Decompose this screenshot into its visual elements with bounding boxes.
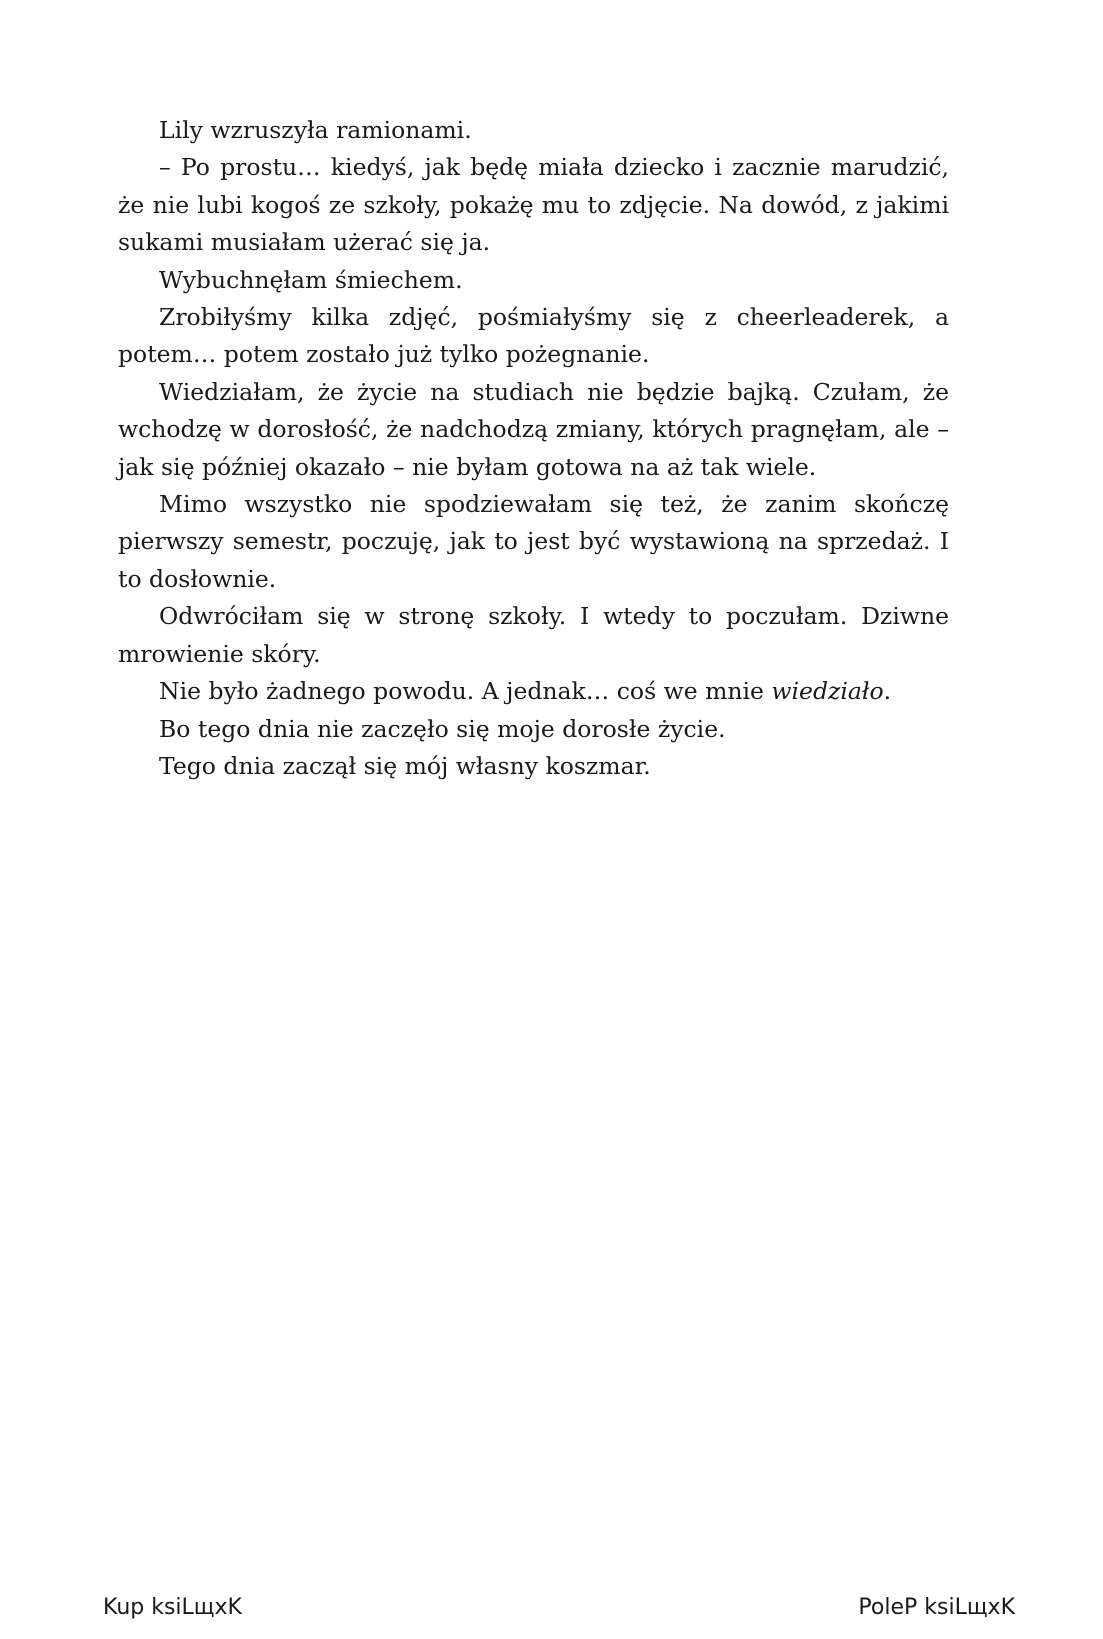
paragraph-with-emphasis — [118, 673, 949, 710]
recommend-book-link[interactable]: PoleP ksiLщxK — [858, 1595, 1015, 1620]
paragraph: Wiedziałam, że życie na studiach nie będzie bajką. Czułam, że wchodzę w dorosłość, że nadchodzą zmiany, których pragnęłam, ale – jak się później okazało – nie byłam gotowa na aż tak wiele. — [118, 377, 949, 481]
paragraph: Lily wzruszyła ramionami. — [159, 116, 472, 144]
buy-book-link[interactable]: Kup ksiLщxK — [103, 1595, 242, 1620]
paragraph: – Po prostu… kiedyś, jak będę miała dziecko i zacznie marudzić, że nie lubi kogoś ze szkoły, pokażę mu to zdjęcie. Na dowód, z jakimi sukami musiałam użerać się ja. — [118, 153, 949, 257]
body-text — [118, 112, 949, 785]
paragraph: Wybuchnęłam śmiechem. — [159, 265, 463, 294]
paragraph-end: . — [883, 677, 892, 706]
paragraph: Tego dnia zaczął się mój własny koszmar. — [159, 751, 651, 780]
paragraph: Bo tego dnia nie zaczęło się moje dorosłe życie. — [159, 714, 726, 743]
emphasized-word: wiedziało — [771, 677, 884, 706]
paragraph: Odwróciłam się w stronę szkoły. I wtedy to poczułam. Dziwne mrowienie skóry. — [118, 602, 949, 668]
paragraph-text: Nie było żadnego powodu. A jednak… coś we mnie — [159, 677, 772, 706]
paragraph: Mimo wszystko nie spodziewałam się też, że zanim skończę pierwszy semestr, poczuję, jak to jest być wystawioną na sprzedaż. I to dosłownie. — [118, 490, 949, 593]
paragraph: Zrobiłyśmy kilka zdjęć, pośmiałyśmy się z cheerleaderek, a potem… potem zostało już tylko pożegnanie. — [118, 303, 949, 369]
